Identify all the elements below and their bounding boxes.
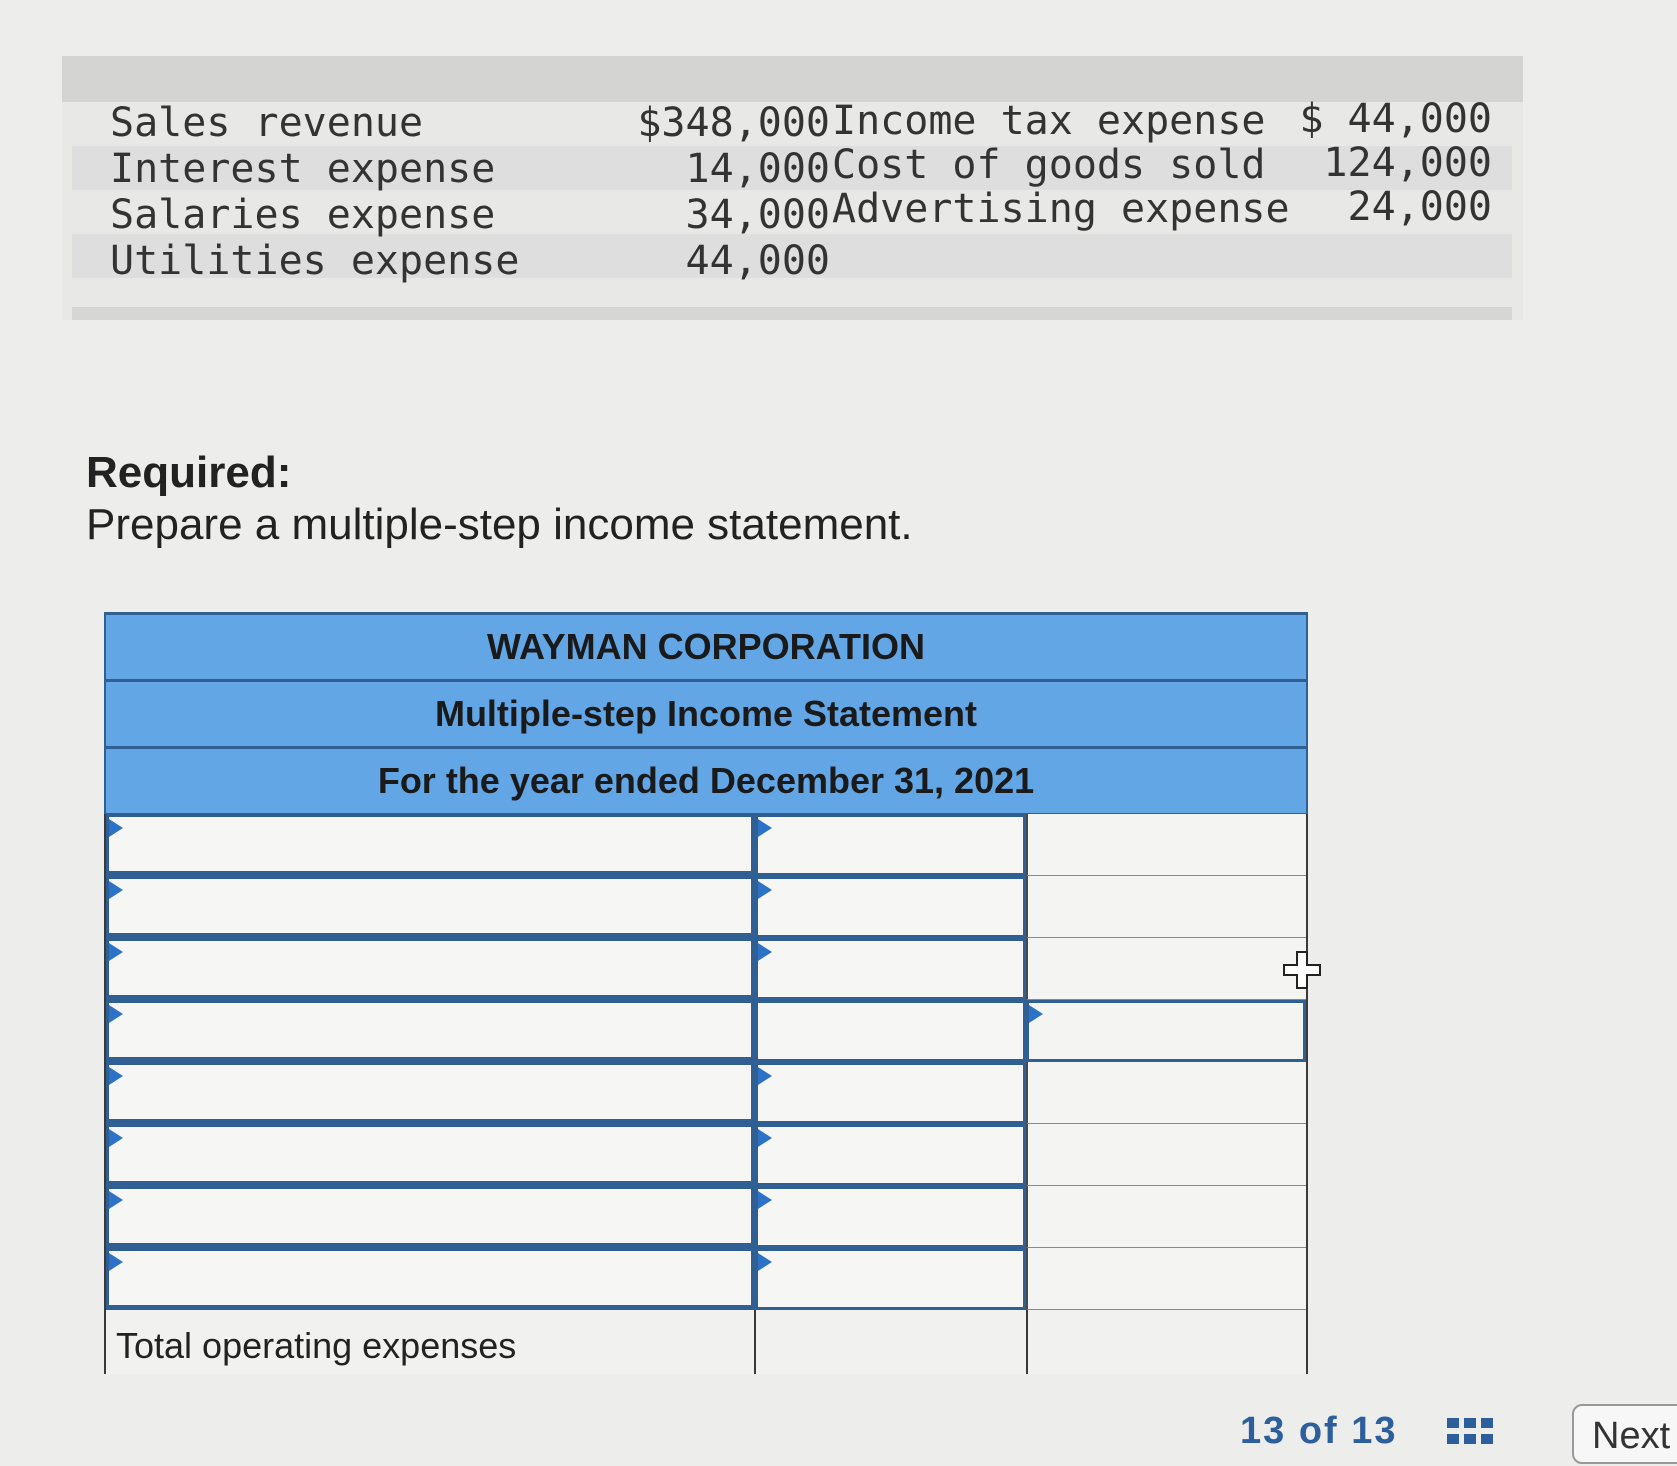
total-input[interactable] — [1026, 1124, 1306, 1186]
account-label: Utilities expense — [110, 238, 520, 284]
amount-input[interactable] — [754, 1124, 1026, 1186]
total-row-total-input[interactable] — [1026, 1310, 1306, 1374]
company-name: WAYMAN CORPORATION — [104, 612, 1308, 680]
total-input[interactable] — [1026, 938, 1306, 1000]
total-row-amount-input[interactable] — [754, 1310, 1026, 1374]
page-indicator: 13 of 13 — [1240, 1410, 1398, 1452]
total-input[interactable] — [1026, 1186, 1306, 1248]
line-item-dropdown[interactable] — [106, 938, 754, 1000]
dropdown-marker-icon — [758, 1253, 772, 1271]
line-item-dropdown[interactable] — [106, 1124, 754, 1186]
dropdown-marker-icon — [758, 1067, 772, 1085]
total-row-label-cell — [106, 1310, 754, 1374]
dropdown-marker-icon — [758, 1191, 772, 1209]
account-data-block — [62, 56, 1523, 320]
line-item-dropdown[interactable] — [106, 1000, 754, 1062]
total-input[interactable] — [1026, 1248, 1306, 1310]
amount-input[interactable] — [754, 1248, 1026, 1310]
total-operating-expenses-row — [104, 1310, 1308, 1374]
line-item-dropdown[interactable] — [106, 1248, 754, 1310]
total-input[interactable] — [1026, 1062, 1306, 1124]
required-heading: Required: — [86, 448, 292, 497]
line-item-dropdown[interactable] — [106, 876, 754, 938]
crosshair-cursor-icon — [1282, 950, 1322, 990]
dropdown-marker-icon — [109, 1067, 123, 1085]
account-amount: $348,000 — [637, 100, 830, 146]
amount-input[interactable] — [754, 1186, 1026, 1248]
dropdown-marker-icon — [109, 881, 123, 899]
account-label: Sales revenue — [110, 100, 424, 146]
account-label: Cost of goods sold — [832, 142, 1266, 188]
statement-grid — [104, 814, 1308, 1310]
statement-period: For the year ended December 31, 2021 — [104, 747, 1308, 814]
account-label: Advertising expense — [832, 186, 1290, 232]
dropdown-marker-icon — [109, 943, 123, 961]
total-input[interactable] — [1026, 876, 1306, 938]
next-button[interactable]: Next — [1572, 1404, 1677, 1464]
table-footer-band — [72, 307, 1512, 320]
amount-input[interactable] — [754, 938, 1026, 1000]
statement-title: Multiple-step Income Statement — [104, 680, 1308, 747]
account-label: Income tax expense — [832, 98, 1266, 144]
account-amount: 44,000 — [685, 238, 830, 284]
dropdown-marker-icon — [758, 819, 772, 837]
amount-input[interactable] — [754, 876, 1026, 938]
account-amount: 14,000 — [685, 146, 830, 192]
account-label: Interest expense — [110, 146, 496, 192]
line-item-dropdown[interactable] — [106, 1186, 754, 1248]
dropdown-marker-icon — [109, 1253, 123, 1271]
dropdown-marker-icon — [109, 1129, 123, 1147]
dropdown-marker-icon — [109, 1005, 123, 1023]
footer-navigation — [0, 1400, 1677, 1457]
account-amount: $ 44,000 — [1299, 96, 1492, 142]
income-statement-worksheet — [104, 612, 1308, 1374]
total-row-label: Total operating expenses — [116, 1325, 517, 1366]
dropdown-marker-icon — [109, 819, 123, 837]
account-label: Salaries expense — [110, 192, 496, 238]
amount-input[interactable] — [754, 1000, 1026, 1062]
dropdown-marker-icon — [109, 1191, 123, 1209]
line-item-dropdown[interactable] — [106, 1062, 754, 1124]
amount-input[interactable] — [754, 1062, 1026, 1124]
total-input[interactable] — [1026, 1000, 1306, 1062]
dropdown-marker-icon — [758, 943, 772, 961]
amount-input[interactable] — [754, 814, 1026, 876]
account-amount: 34,000 — [685, 192, 830, 238]
dropdown-marker-icon — [758, 881, 772, 899]
dropdown-marker-icon — [758, 1129, 772, 1147]
account-amount: 124,000 — [1323, 140, 1492, 186]
line-item-dropdown[interactable] — [106, 814, 754, 876]
required-instruction: Prepare a multiple-step income statement. — [86, 500, 913, 549]
total-input[interactable] — [1026, 814, 1306, 876]
account-amount: 24,000 — [1347, 184, 1492, 230]
dropdown-marker-icon — [1029, 1005, 1043, 1023]
grid-view-icon[interactable] — [1447, 1418, 1493, 1448]
